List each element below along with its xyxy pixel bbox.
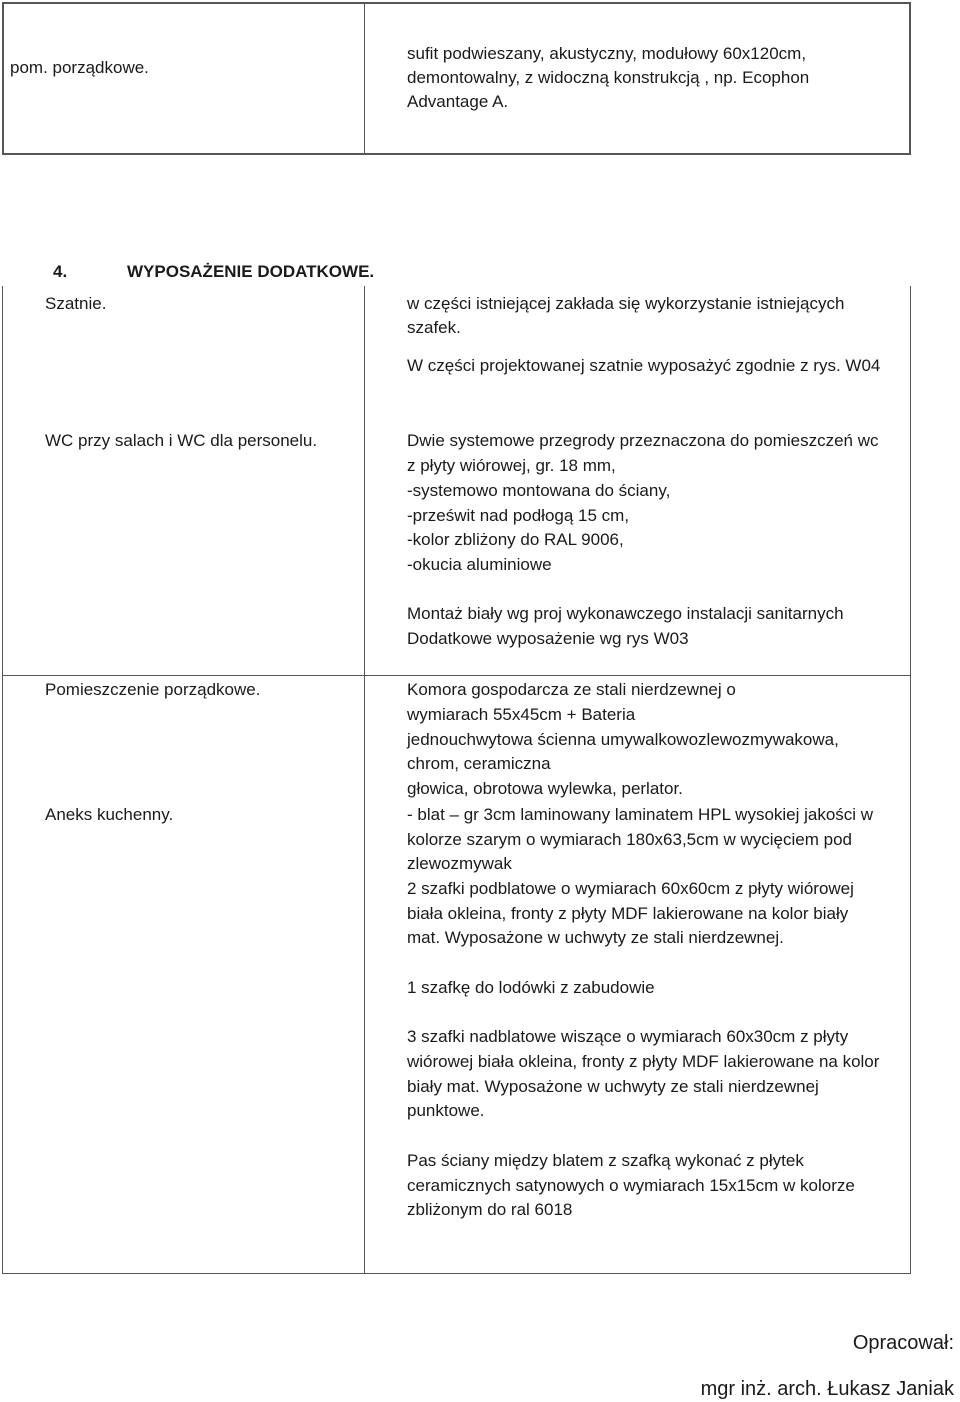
aneks-line-14: zbliżonym do ral 6018	[407, 1200, 573, 1219]
porzadkowe-line-3: jednouchwytowa ścienna umywalkowozlewozmywakowa,	[407, 730, 839, 749]
main-table-divider	[364, 286, 365, 1274]
author-name: mgr inż. arch. Łukasz Janiak	[700, 1378, 954, 1400]
aneks-line-10: biały mat. Wyposażone w uchwyty ze stali nierdzewnej	[407, 1077, 819, 1096]
main-table-right-border	[910, 286, 911, 1274]
top-table-right-line-3: Advantage A.	[407, 92, 509, 111]
row-separator	[2, 675, 911, 676]
porzadkowe-line-2: wymiarach 55x45cm + Bateria	[407, 705, 636, 724]
top-table-right-line-1: sufit podwieszany, akustyczny, modułowy 60x120cm,	[407, 44, 807, 63]
row-label-porzadkowe: Pomieszczenie porządkowe.	[45, 680, 261, 699]
aneks-line-9: wiórowej biała okleina, fronty z płyty MDF lakierowane na kolor	[407, 1052, 880, 1071]
porzadkowe-line-5: głowica, obrotowa wylewka, perlator.	[407, 779, 683, 798]
aneks-line-11: punktowe.	[407, 1101, 485, 1120]
wc-line-3: -systemowo montowana do ściany,	[407, 481, 671, 500]
wc-line-1: Dwie systemowe przegrody przeznaczona do pomieszczeń wc	[407, 431, 879, 450]
aneks-line-1: - blat – gr 3cm laminowany laminatem HPL wysokiej jakości w	[407, 805, 874, 824]
wc-line-5: -kolor zbliżony do RAL 9006,	[407, 530, 624, 549]
wc-line-2: z płyty wiórowej, gr. 18 mm,	[407, 456, 616, 475]
aneks-line-5: biała okleina, fronty z płyty MDF lakierowane na kolor biały	[407, 904, 849, 923]
main-table-left-border	[2, 286, 3, 1274]
prepared-by-label: Opracował:	[852, 1332, 954, 1354]
aneks-line-2: kolorze szarym o wymiarach 180x63,5cm w wycięciem pod	[407, 830, 852, 849]
aneks-line-3: zlewozmywak	[407, 854, 512, 873]
aneks-line-12: Pas ściany między blatem z szafką wykonać z płytek	[407, 1151, 804, 1170]
aneks-line-4: 2 szafki podblatowe o wymiarach 60x60cm z płyty wiórowej	[407, 879, 854, 898]
aneks-line-13: ceramicznych satynowych o wymiarach 15x15cm w kolorze	[407, 1176, 855, 1195]
aneks-line-7: 1 szafkę do lodówki z zabudowie	[407, 978, 655, 997]
row-label-wc: WC przy salach i WC dla personelu.	[45, 431, 318, 450]
top-table-right-line-2: demontowalny, z widoczną konstrukcją , np. Ecophon	[407, 68, 810, 87]
wc-line-8: Dodatkowe wyposażenie wg rys W03	[407, 629, 689, 648]
top-table-left-cell: pom. porządkowe.	[10, 58, 149, 77]
section-title: WYPOSAŻENIE DODATKOWE.	[127, 262, 375, 281]
porzadkowe-line-1: Komora gospodarcza ze stali nierdzewnej o	[407, 680, 736, 699]
wc-line-7: Montaż biały wg proj wykonawczego instalacji sanitarnych	[407, 604, 844, 623]
main-table-bottom-border	[2, 1273, 911, 1274]
porzadkowe-line-4: chrom, ceramiczna	[407, 754, 551, 773]
row-label-aneks: Aneks kuchenny.	[45, 805, 174, 824]
section-number: 4.	[53, 262, 68, 281]
aneks-line-6: mat. Wyposażone w uchwyty ze stali nierdzewnej.	[407, 928, 784, 947]
szatnie-line-2: szafek.	[407, 318, 461, 337]
row-label-szatnie: Szatnie.	[45, 294, 107, 313]
aneks-line-8: 3 szafki nadblatowe wiszące o wymiarach 60x30cm z płyty	[407, 1027, 849, 1046]
szatnie-line-1: w części istniejącej zakłada się wykorzystanie istniejących	[407, 294, 845, 313]
szatnie-line-3: W części projektowanej szatnie wyposażyć zgodnie z rys. W04	[407, 356, 881, 375]
wc-line-4: -prześwit nad podłogą 15 cm,	[407, 506, 630, 525]
top-table-divider	[364, 2, 365, 155]
wc-line-6: -okucia aluminiowe	[407, 555, 552, 574]
